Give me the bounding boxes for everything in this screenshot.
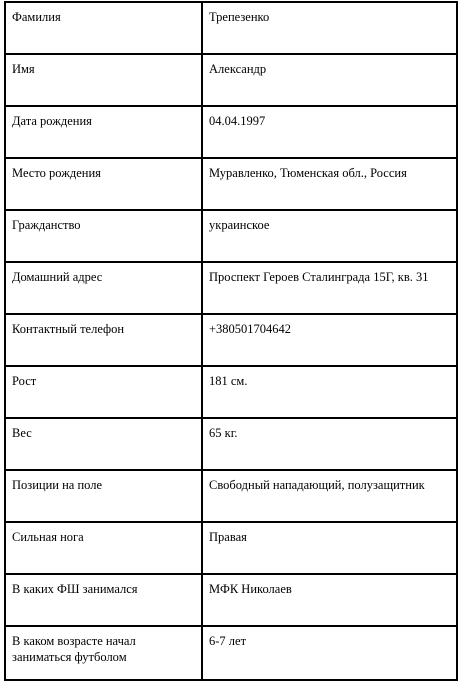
row-value-positions: Свободный нападающий, полузащитник <box>202 470 457 522</box>
row-label-birth-place: Место рождения <box>5 158 202 210</box>
row-value-starting-age: 6-7 лет <box>202 626 457 680</box>
row-value-phone: +380501704642 <box>202 314 457 366</box>
row-label-height: Рост <box>5 366 202 418</box>
row-label-home-address: Домашний адрес <box>5 262 202 314</box>
row-value-citizenship: украинское <box>202 210 457 262</box>
row-label-football-schools: В каких ФШ занимался <box>5 574 202 626</box>
row-value-height: 181 см. <box>202 366 457 418</box>
row-label-first-name: Имя <box>5 54 202 106</box>
table-row <box>5 54 457 106</box>
row-label-surname: Фамилия <box>5 2 202 54</box>
row-label-starting-age: В каком возрасте начал заниматься футболом <box>5 626 202 680</box>
table-row <box>5 314 457 366</box>
row-value-strong-foot: Правая <box>202 522 457 574</box>
table-row <box>5 210 457 262</box>
row-value-home-address: Проспект Героев Сталинграда 15Г, кв. 31 <box>202 262 457 314</box>
table-row <box>5 522 457 574</box>
table-row <box>5 418 457 470</box>
row-value-football-schools: МФК Николаев <box>202 574 457 626</box>
table-row <box>5 574 457 626</box>
table-row <box>5 106 457 158</box>
player-profile-table <box>4 1 458 681</box>
row-value-weight: 65 кг. <box>202 418 457 470</box>
table-row <box>5 366 457 418</box>
table-row <box>5 626 457 680</box>
row-label-weight: Вес <box>5 418 202 470</box>
row-value-birth-date: 04.04.1997 <box>202 106 457 158</box>
row-label-positions: Позиции на поле <box>5 470 202 522</box>
row-label-citizenship: Гражданство <box>5 210 202 262</box>
row-label-strong-foot: Сильная нога <box>5 522 202 574</box>
row-value-birth-place: Муравленко, Тюменская обл., Россия <box>202 158 457 210</box>
table-row <box>5 262 457 314</box>
table-row <box>5 470 457 522</box>
row-label-phone: Контактный телефон <box>5 314 202 366</box>
row-label-birth-date: Дата рождения <box>5 106 202 158</box>
row-value-surname: Трепезенко <box>202 2 457 54</box>
table-row <box>5 2 457 54</box>
row-value-first-name: Александр <box>202 54 457 106</box>
table-row <box>5 158 457 210</box>
